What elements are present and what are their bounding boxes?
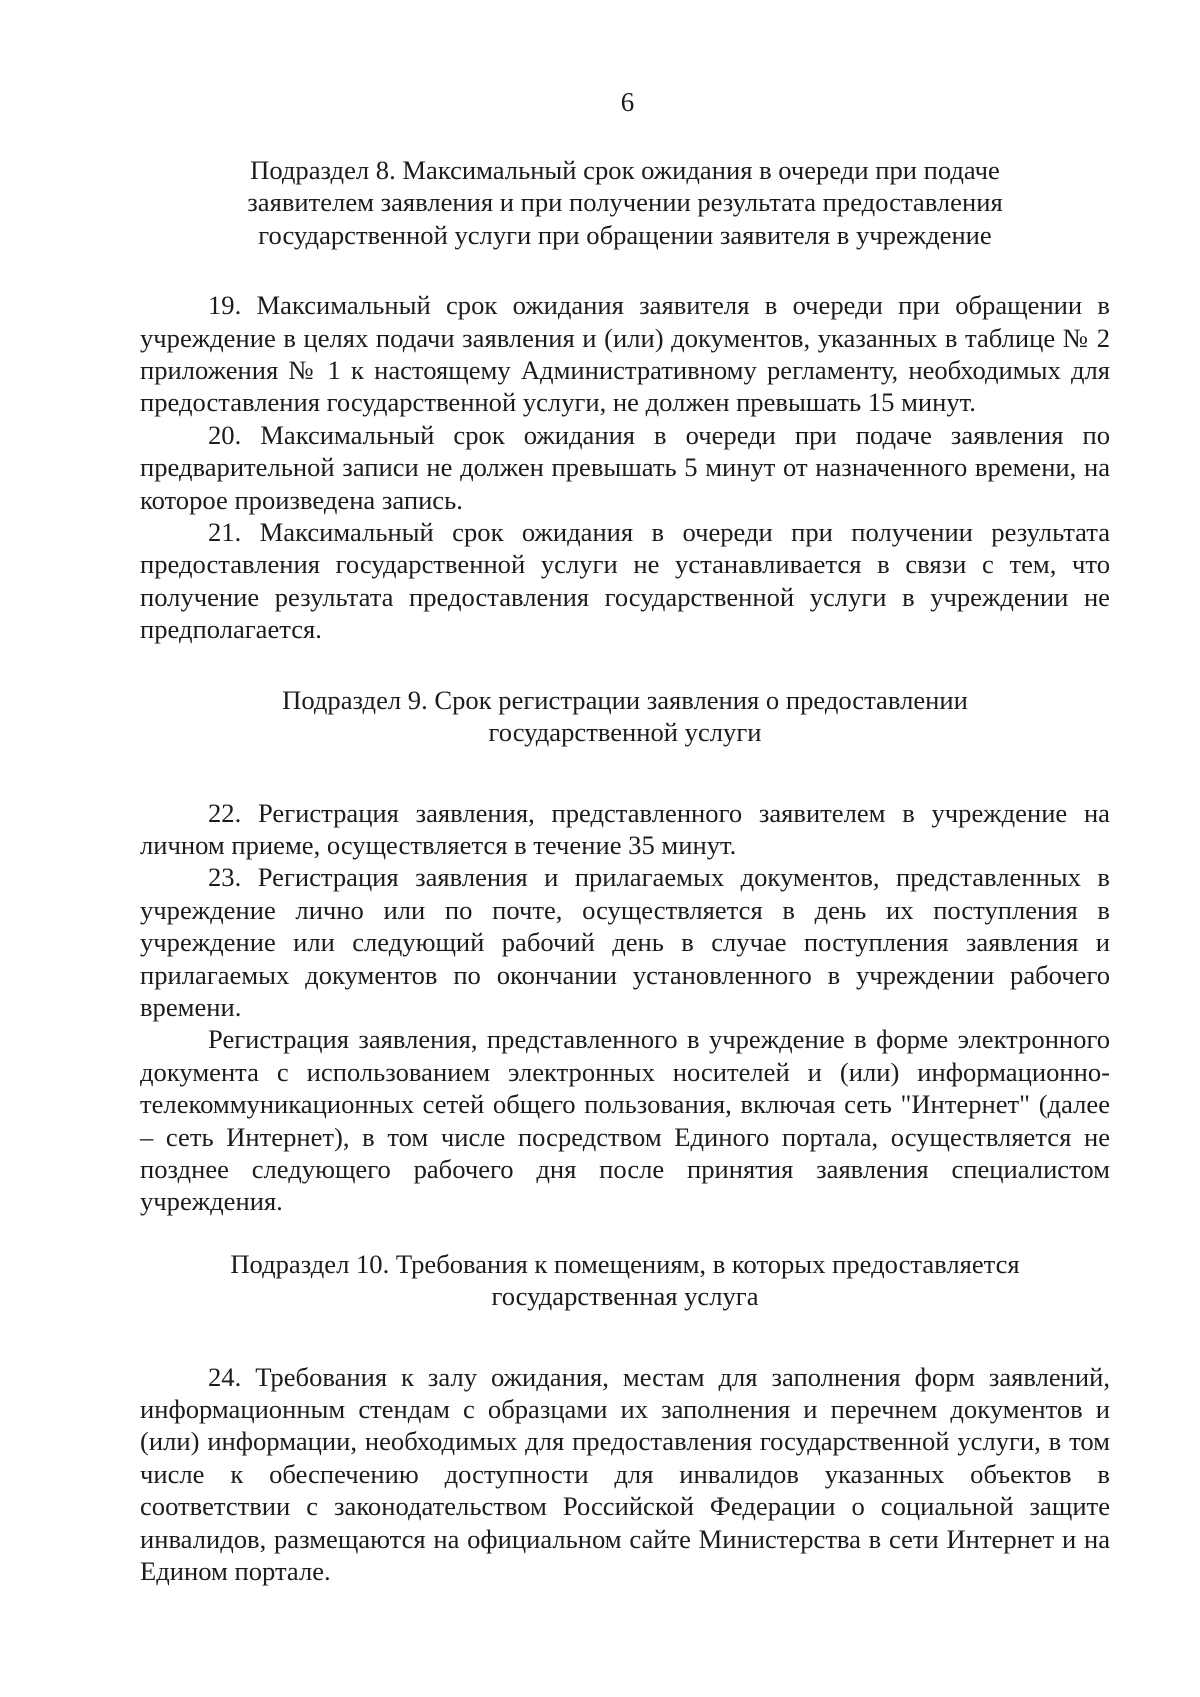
- subsection-8-heading: [140, 154, 1110, 251]
- paragraph-20: 20. Максимальный срок ожидания в очереди при подаче заявления по предварительной записи не должен превышать 5 минут от назначенного времени, на которое произведена запись.: [140, 419, 1110, 515]
- subsection-9-heading: [140, 684, 1110, 749]
- heading-line: государственной услуги: [488, 717, 762, 748]
- paragraph-23-continued: Регистрация заявления, представленного в учреждение в форме электронного документа с использованием электронных носителей и (или) информационно-телекоммуникационных сетей общего пользования, включая сеть "Интернет" (далее – сеть Интернет), в том числе посредством Единого портала, осуществляется не позднее следующего рабочего дня после принятия заявления специалистом учреждения.: [140, 1024, 1110, 1217]
- heading-line: государственная услуга: [491, 1281, 759, 1312]
- heading-line: заявителем заявления и при получении результата предоставления: [247, 187, 1003, 218]
- heading-line: Подраздел 10. Требования к помещениям, в которых предоставляется: [230, 1248, 1020, 1279]
- document-body: [140, 154, 1110, 1587]
- paragraph-23: 23. Регистрация заявления и прилагаемых документов, представленных в учреждение лично или по почте, осуществляется в день их поступления в учреждение или следующий рабочий день в случае поступления заявления и прилагаемых документов по окончании установленного в учреждении рабочего времени.: [140, 862, 1110, 1022]
- heading-line: Подраздел 9. Срок регистрации заявления о предоставлении: [282, 684, 968, 715]
- heading-line: государственной услуги при обращении заявителя в учреждение: [258, 219, 992, 250]
- paragraph-21: 21. Максимальный срок ожидания в очереди при получении результата предоставления государственной услуги не устанавливается в связи с тем, что получение результата предоставления государственной услуги в учреждении не предполагается.: [140, 517, 1110, 645]
- paragraph-22: 22. Регистрация заявления, представленного заявителем в учреждение на личном приеме, осуществляется в течение 35 минут.: [140, 797, 1110, 860]
- paragraph-19: 19. Максимальный срок ожидания заявителя в очереди при обращении в учреждение в целях подачи заявления и (или) документов, указанных в таблице № 2 приложения № 1 к настоящему Административному регламенту, необходимых для предоставления государственной услуги, не должен превышать 15 минут.: [140, 290, 1110, 418]
- paragraph-24: 24. Требования к залу ожидания, местам для заполнения форм заявлений, информационным стендам с образцами их заполнения и перечнем документов и (или) информации, необходимых для предоставления государственной услуги, в том числе к обеспечению доступности для инвалидов указанных объектов в соответствии с законодательством Российской Федерации о социальной защите инвалидов, размещаются на официальном сайте Министерства в сети Интернет и на Едином портале.: [140, 1361, 1110, 1587]
- page-number: 6: [620, 87, 635, 117]
- heading-line: Подраздел 8. Максимальный срок ожидания в очереди при подаче: [250, 155, 1000, 185]
- subsection-10-heading: [140, 1248, 1110, 1313]
